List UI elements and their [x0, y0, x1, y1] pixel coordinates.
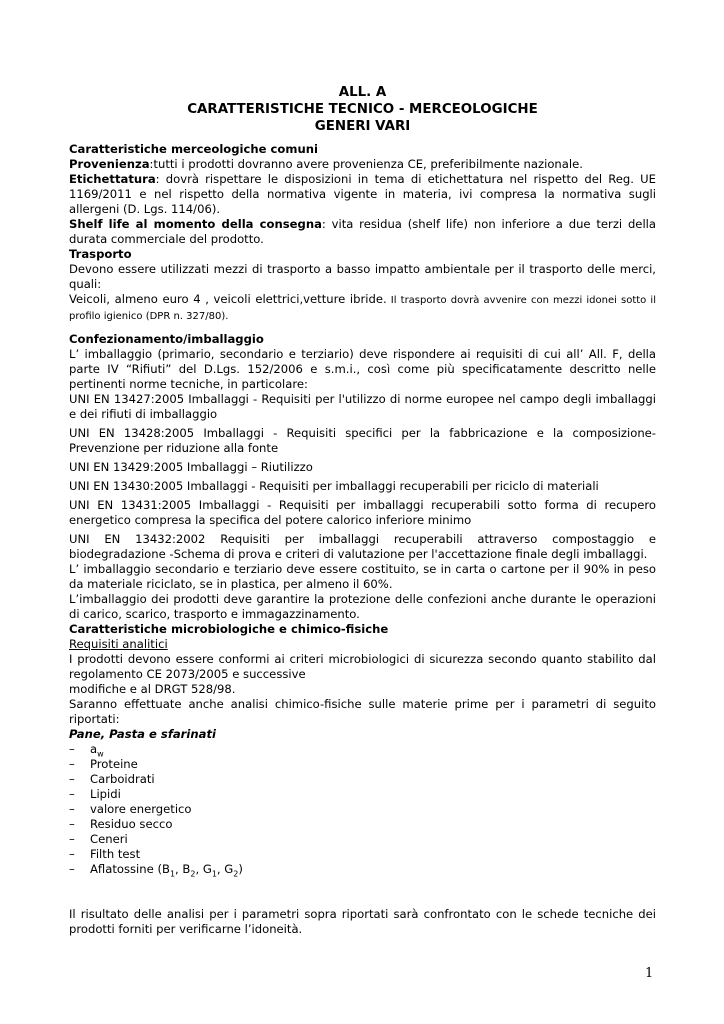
label-provenienza: Provenienza [69, 157, 150, 171]
param-aflatossine [90, 862, 243, 879]
aflatossine-subscript: 1 [211, 869, 217, 879]
dash-bullet: – [69, 787, 75, 801]
section-heading-trasporto: Trasporto [69, 247, 132, 261]
paragraph-etichettatura [69, 172, 656, 217]
label-etichettatura: Etichettatura [69, 172, 156, 186]
dash-bullet: – [69, 847, 75, 861]
document-title: CARATTERISTICHE TECNICO - MERCEOLOGICHE [187, 102, 538, 117]
paragraph-veicoli [69, 292, 656, 324]
list-item [69, 802, 656, 817]
aflatossine-text: Aflatossine (B [90, 862, 170, 876]
list-item [69, 862, 656, 877]
norma-item: UNI EN 13427:2005 Imballaggi - Requisiti per l'utilizzo di norme europee nel campo degli imballaggi e dei rifiuti di imballaggio [69, 392, 656, 421]
aflatossine-text: ) [238, 862, 243, 876]
param-aw: a [90, 742, 98, 756]
aflatossine-subscript: 2 [233, 869, 239, 879]
param-label: Residuo secco [90, 817, 173, 831]
dash-bullet: – [69, 817, 75, 831]
list-item [69, 817, 656, 832]
list-item [69, 787, 656, 802]
param-label: Filth test [90, 847, 141, 861]
category-heading: Pane, Pasta e sfarinati [69, 727, 216, 741]
paragraph-shelf-life [69, 217, 656, 247]
param-label: Lipidi [90, 787, 121, 801]
paragraph-provenienza [69, 157, 656, 172]
norma-item: UNI EN 13431:2005 Imballaggi - Requisiti per imballaggi recuperabili sotto forma di recupero energetico compresa la specifica del potere calorico inferiore minimo [69, 498, 656, 527]
param-label: Proteine [90, 757, 138, 771]
list-item [69, 832, 656, 847]
paragraph-micro-3: Saranno effettuate anche analisi chimico-fisiche sulle materie prime per i parametri di seguito riportati: [69, 697, 656, 726]
list-item [69, 742, 656, 757]
param-label: Ceneri [90, 832, 128, 846]
text-provenienza: :tutti i prodotti dovranno avere provenienza CE, preferibilmente nazionale. [149, 157, 583, 171]
paragraph-micro-1: I prodotti devono essere conformi ai criteri microbiologici di sicurezza secondo quanto stabilito dal regolamento CE 2073/2005 e successive [69, 652, 656, 681]
parameter-list [69, 742, 656, 877]
aflatossine-text: , G [216, 862, 234, 876]
dash-bullet: – [69, 802, 75, 816]
aflatossine-subscript: 2 [190, 869, 196, 879]
aflatossine-text: , B [175, 862, 191, 876]
dash-bullet: – [69, 832, 75, 846]
param-label: valore energetico [90, 802, 192, 816]
dash-bullet: – [69, 742, 75, 756]
aflatossine-text: , G [195, 862, 212, 876]
paragraph-imballaggio-secondario: L’ imballaggio secondario e terziario deve essere costituito, se in carta o cartone per il 90% in peso da materiale riciclato, se in plastica, per almeno il 60%. [69, 562, 656, 591]
paragraph-conclusione: Il risultato delle analisi per i parametri sopra riportati sarà confrontato con le schede tecniche dei prodotti forniti per verificarne l’idoneità. [69, 907, 656, 936]
norma-item: UNI EN 13430:2005 Imballaggi - Requisiti per imballaggi recuperabili per riciclo di materiali [69, 479, 599, 493]
norma-item: UNI EN 13432:2002 Requisiti per imballaggi recuperabili attraverso compostaggio e biodegradazione -Schema di prova e criteri di valutazione per l'accettazione finale degli imballaggi. [69, 532, 656, 561]
document-subtitle: GENERI VARI [314, 119, 411, 134]
paragraph-imballaggio-intro: L’ imballaggio (primario, secondario e terziario) deve rispondere ai requisiti di cui all’ All. F, della parte IV “Rifiuti” del D.Lgs. 152/2006 e s.m.i., così come più specificatamente descritto nelle pertinenti norme tecniche, in particolare: [69, 347, 656, 391]
dash-bullet: – [69, 757, 75, 771]
text-shelf-life: : vita residua (shelf life) non inferiore a due terzi della durata commerciale del prodotto. [69, 217, 656, 246]
paragraph-trasporto: Devono essere utilizzati mezzi di trasporto a basso impatto ambientale per il trasporto delle merci, quali: [69, 262, 656, 291]
aflatossine-subscript: 1 [169, 869, 176, 879]
norma-item: UNI EN 13428:2005 Imballaggi - Requisiti specifici per la fabbricazione e la composizione-Prevenzione per riduzione alla fonte [69, 426, 656, 455]
subheading-requisiti-analitici: Requisiti analitici [69, 637, 168, 651]
section-heading-comuni: Caratteristiche merceologiche comuni [69, 142, 318, 156]
section-heading-imballaggio: Confezionamento/imballaggio [69, 332, 264, 346]
dash-bullet: – [69, 772, 75, 786]
paragraph-imballaggio-garanzia: L’imballaggio dei prodotti deve garantire la protezione delle confezioni anche durante le operazioni di carico, scarico, trasporto e immagazzinamento. [69, 592, 656, 621]
document-title-attachment: ALL. A [338, 85, 387, 100]
label-shelf-life: Shelf life al momento della consegna [69, 217, 322, 231]
text-etichettatura: : dovrà rispettare le disposizioni in tema di etichettatura nel rispetto del Reg. UE 1169/2011 e nel rispetto della normativa vigente in materia, ivi compresa la normativa sugli allergeni (D. Lgs. 114/06). [69, 172, 656, 216]
list-item [69, 772, 656, 787]
dash-bullet: – [69, 862, 75, 876]
text-veicoli-note: Il trasporto dovrà avvenire con mezzi idonei sotto il profilo igienico (DPR n. 327/80). [69, 295, 656, 322]
list-item [69, 757, 656, 772]
document-header [69, 84, 656, 135]
text-veicoli: Veicoli, almeno euro 4 , veicoli elettrici,vetture ibride. [69, 292, 387, 306]
param-aw-subscript: w [97, 749, 104, 759]
norma-item: UNI EN 13429:2005 Imballaggi – Riutilizzo [69, 460, 313, 474]
param-label: Carboidrati [90, 772, 155, 786]
document-page [69, 84, 656, 937]
paragraph-micro-2: modifiche e al DRGT 528/98. [69, 682, 236, 696]
page-number: 1 [645, 966, 654, 981]
section-heading-microbiologiche: Caratteristiche microbiologiche e chimico-fisiche [69, 622, 389, 636]
list-item [69, 847, 656, 862]
